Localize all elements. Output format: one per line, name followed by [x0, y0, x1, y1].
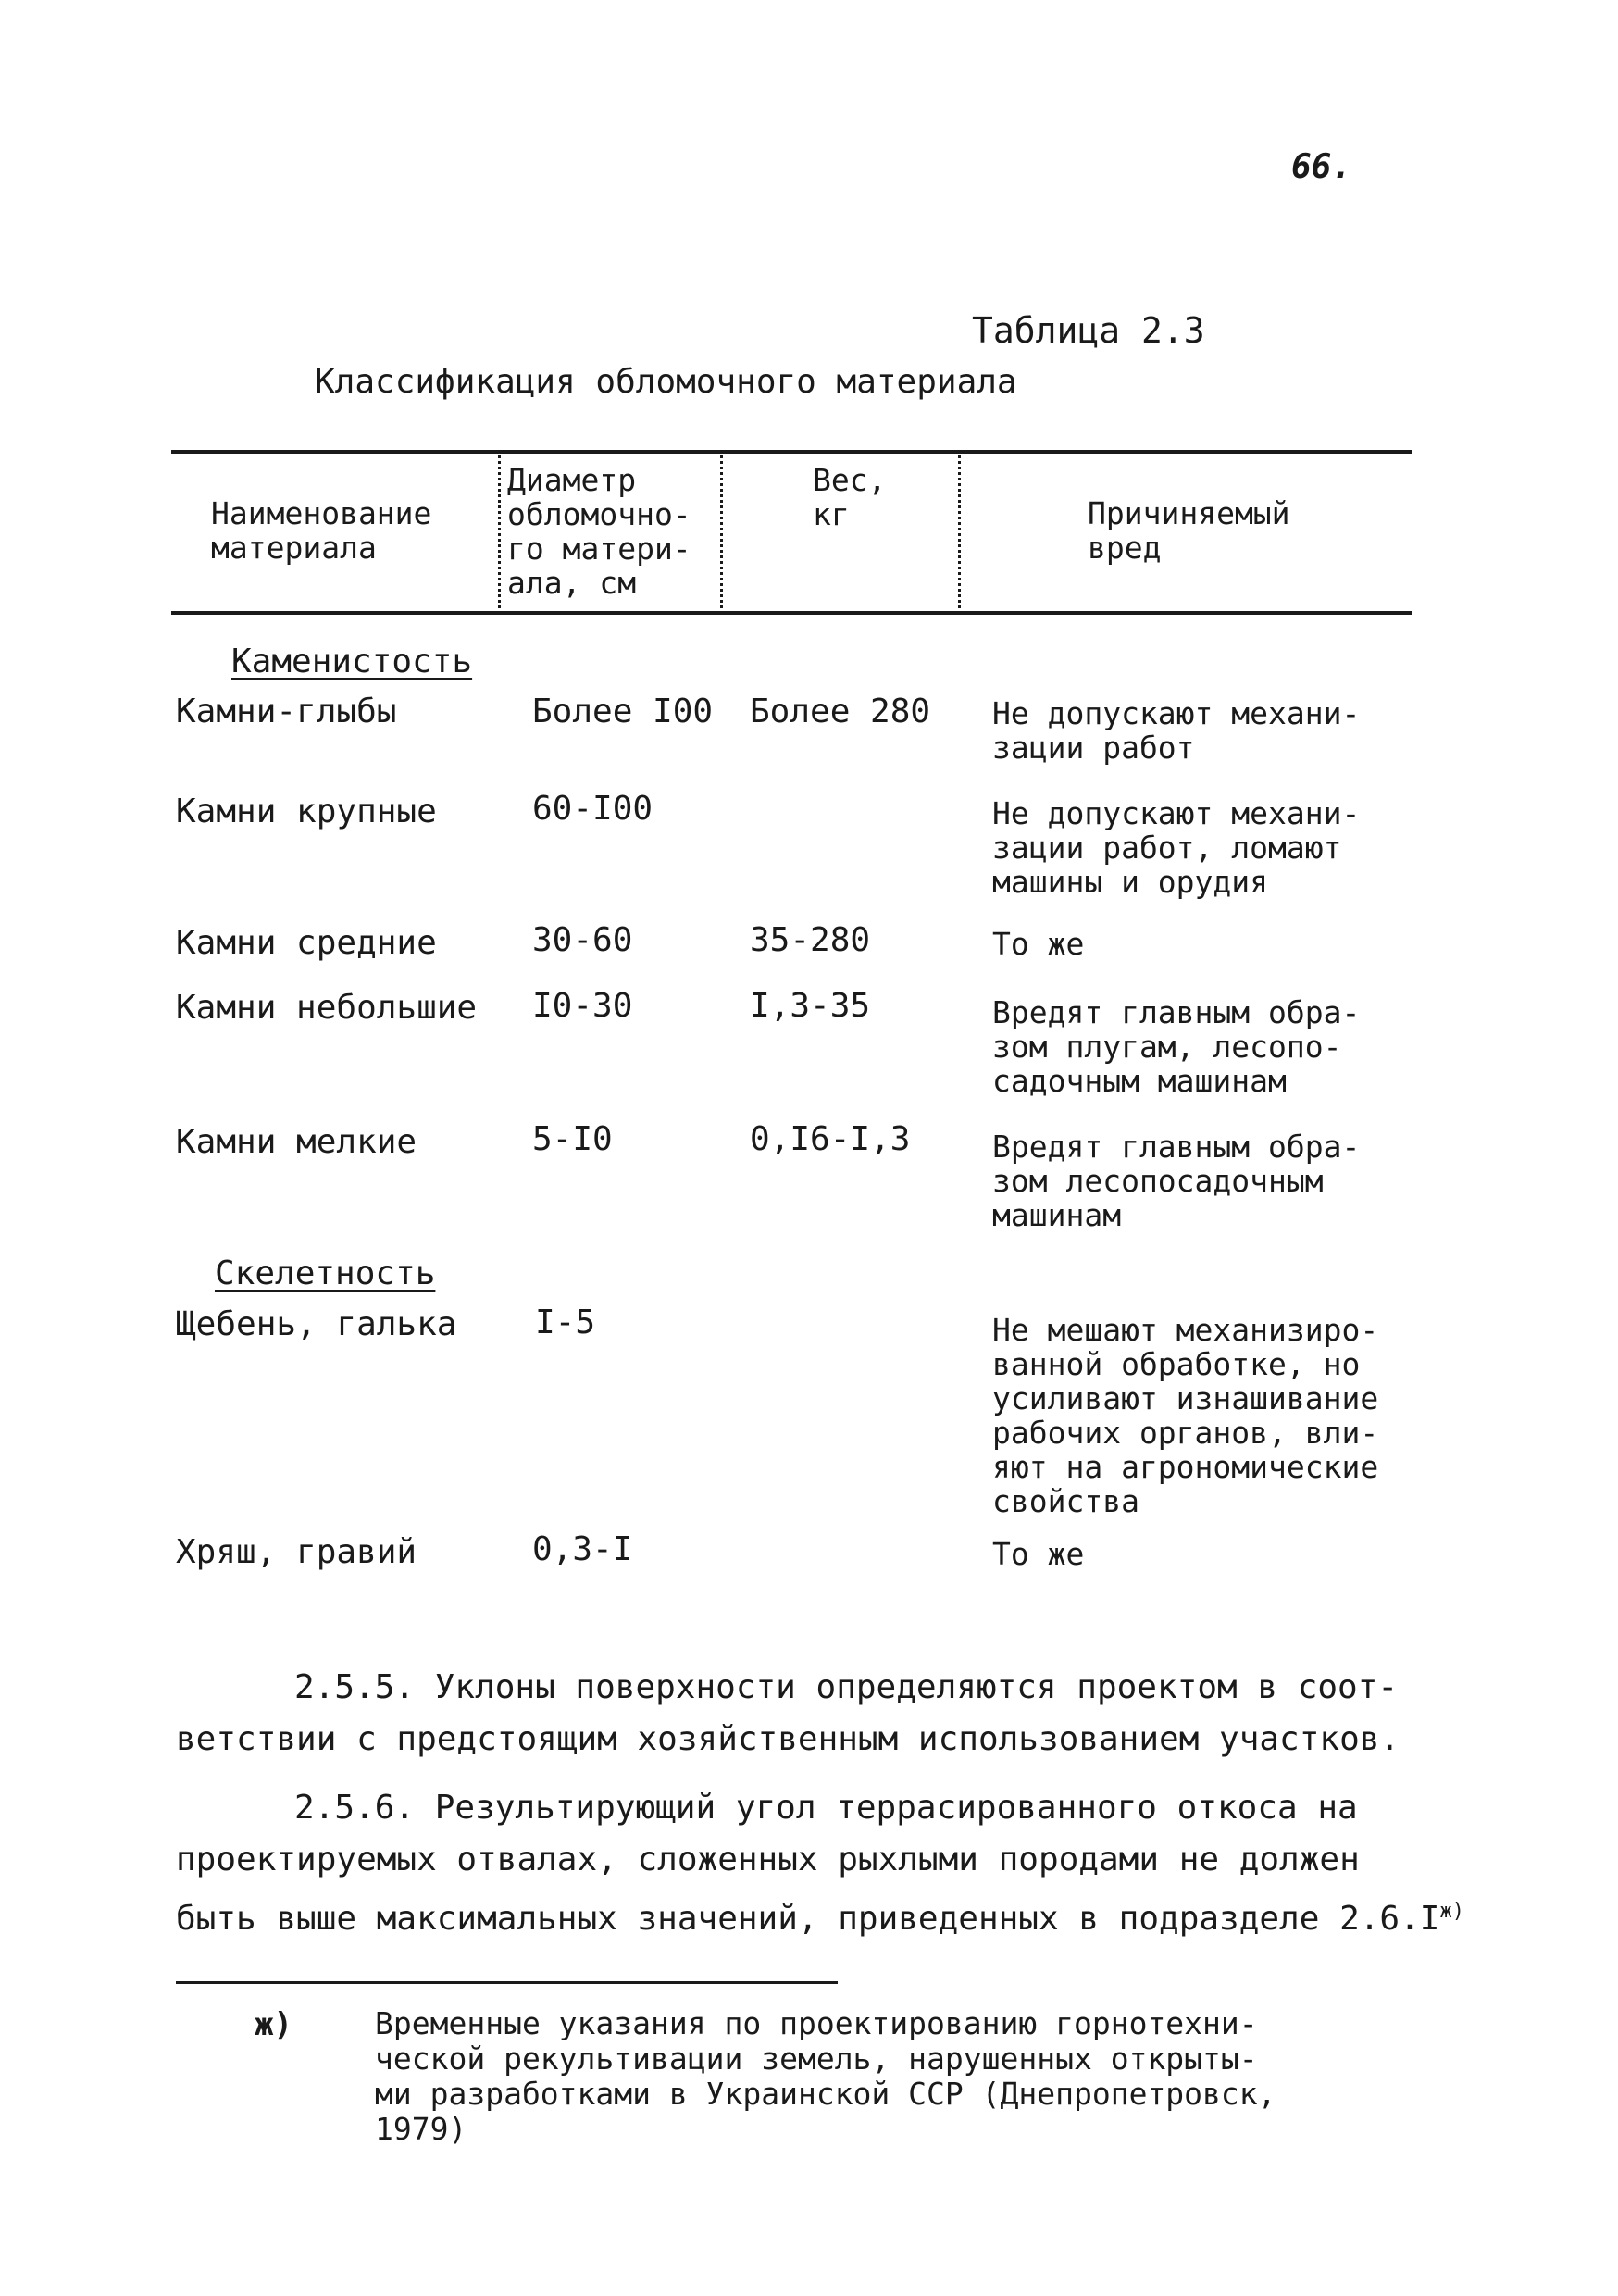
cell-weight: 35-280 — [750, 921, 871, 959]
header-separator — [720, 455, 723, 608]
cell-diameter: 5-I0 — [532, 1120, 613, 1158]
header-separator — [958, 455, 961, 608]
cell-diameter: I-5 — [535, 1304, 596, 1341]
cell-diameter: 30-60 — [532, 921, 633, 959]
cell-diameter: 60-I00 — [532, 790, 653, 828]
footnote-rule — [176, 1981, 838, 1984]
cell-name: Хряш, гравий — [176, 1533, 417, 1571]
cell-weight: I,3-35 — [750, 987, 871, 1025]
cell-name: Щебень, галька — [176, 1305, 457, 1343]
cell-diameter: I0-30 — [532, 987, 633, 1025]
header-diameter: Диаметр обломочно- го матери- ала, см — [507, 462, 691, 601]
cell-harm: Не допускают механи- зации работ — [992, 695, 1361, 766]
paragraph-2-5-6: 2.5.6. Результирующий угол террасированного откоса на проектируемых отвалах, сложенных рыхлыми породами не должен быть выше максимальных значений, приведенных в подразделе $2.6.I^{ж)}$ — [176, 1789, 1464, 1938]
section-title: Каменистость — [231, 643, 473, 680]
cell-name: Камни средние — [176, 924, 437, 962]
header-weight: Вес, кг — [813, 462, 887, 532]
table-top-rule — [171, 450, 1412, 454]
header-separator — [498, 455, 501, 608]
paragraph-2-5-5: 2.5.5. Уклоны поверхности определяются проектом в соот- ветствии с предстоящим хозяйственным использованием участков. — [176, 1668, 1400, 1758]
cell-weight: 0,I6-I,3 — [750, 1120, 911, 1158]
cell-name: Камни крупные — [176, 792, 437, 830]
page-number: 66. — [1291, 148, 1352, 186]
cell-harm: Вредят главным обра- зом лесопосадочным машинам — [992, 1129, 1361, 1233]
table-label: Таблица 2.3 — [972, 310, 1205, 351]
cell-weight: Более 280 — [750, 693, 931, 730]
cell-harm: Не допускают механи- зации работ, ломают машины и орудия — [992, 795, 1361, 900]
cell-name: Камни небольшие — [176, 989, 478, 1027]
table-header-rule — [171, 611, 1412, 615]
cell-name: Камни-глыбы — [176, 693, 397, 730]
section-title: Скелетность — [215, 1254, 436, 1292]
footnote-mark: ж) — [255, 2006, 292, 2043]
header-name: Наименование материала — [211, 495, 432, 566]
footnote-text: Временные указания по проектированию горнотехни- ческой рекультивации земель, нарушенных открыты- ми разработками в Украинской ССР (Днепропетровск, 1979) — [375, 2005, 1276, 2147]
cell-harm: Вредят главным обра- зом плугам, лесопо- садочным машинам — [992, 994, 1361, 1099]
cell-diameter: Более I00 — [532, 693, 714, 730]
cell-harm: Не мешают механизиро- ванной обработке, но усиливают изнашивание рабочих органов, вли- яют на агрономические свойства — [992, 1312, 1379, 1519]
cell-harm: То же — [992, 1536, 1085, 1572]
cell-diameter: 0,3-I — [532, 1530, 633, 1568]
header-harm: Причиняемый вред — [1088, 495, 1290, 566]
table-title: Классификация обломочного материала — [315, 363, 1017, 401]
footnote-reference: ж) — [1439, 1900, 1464, 1923]
cell-name: Камни мелкие — [176, 1123, 417, 1161]
cell-harm: То же — [992, 926, 1085, 962]
